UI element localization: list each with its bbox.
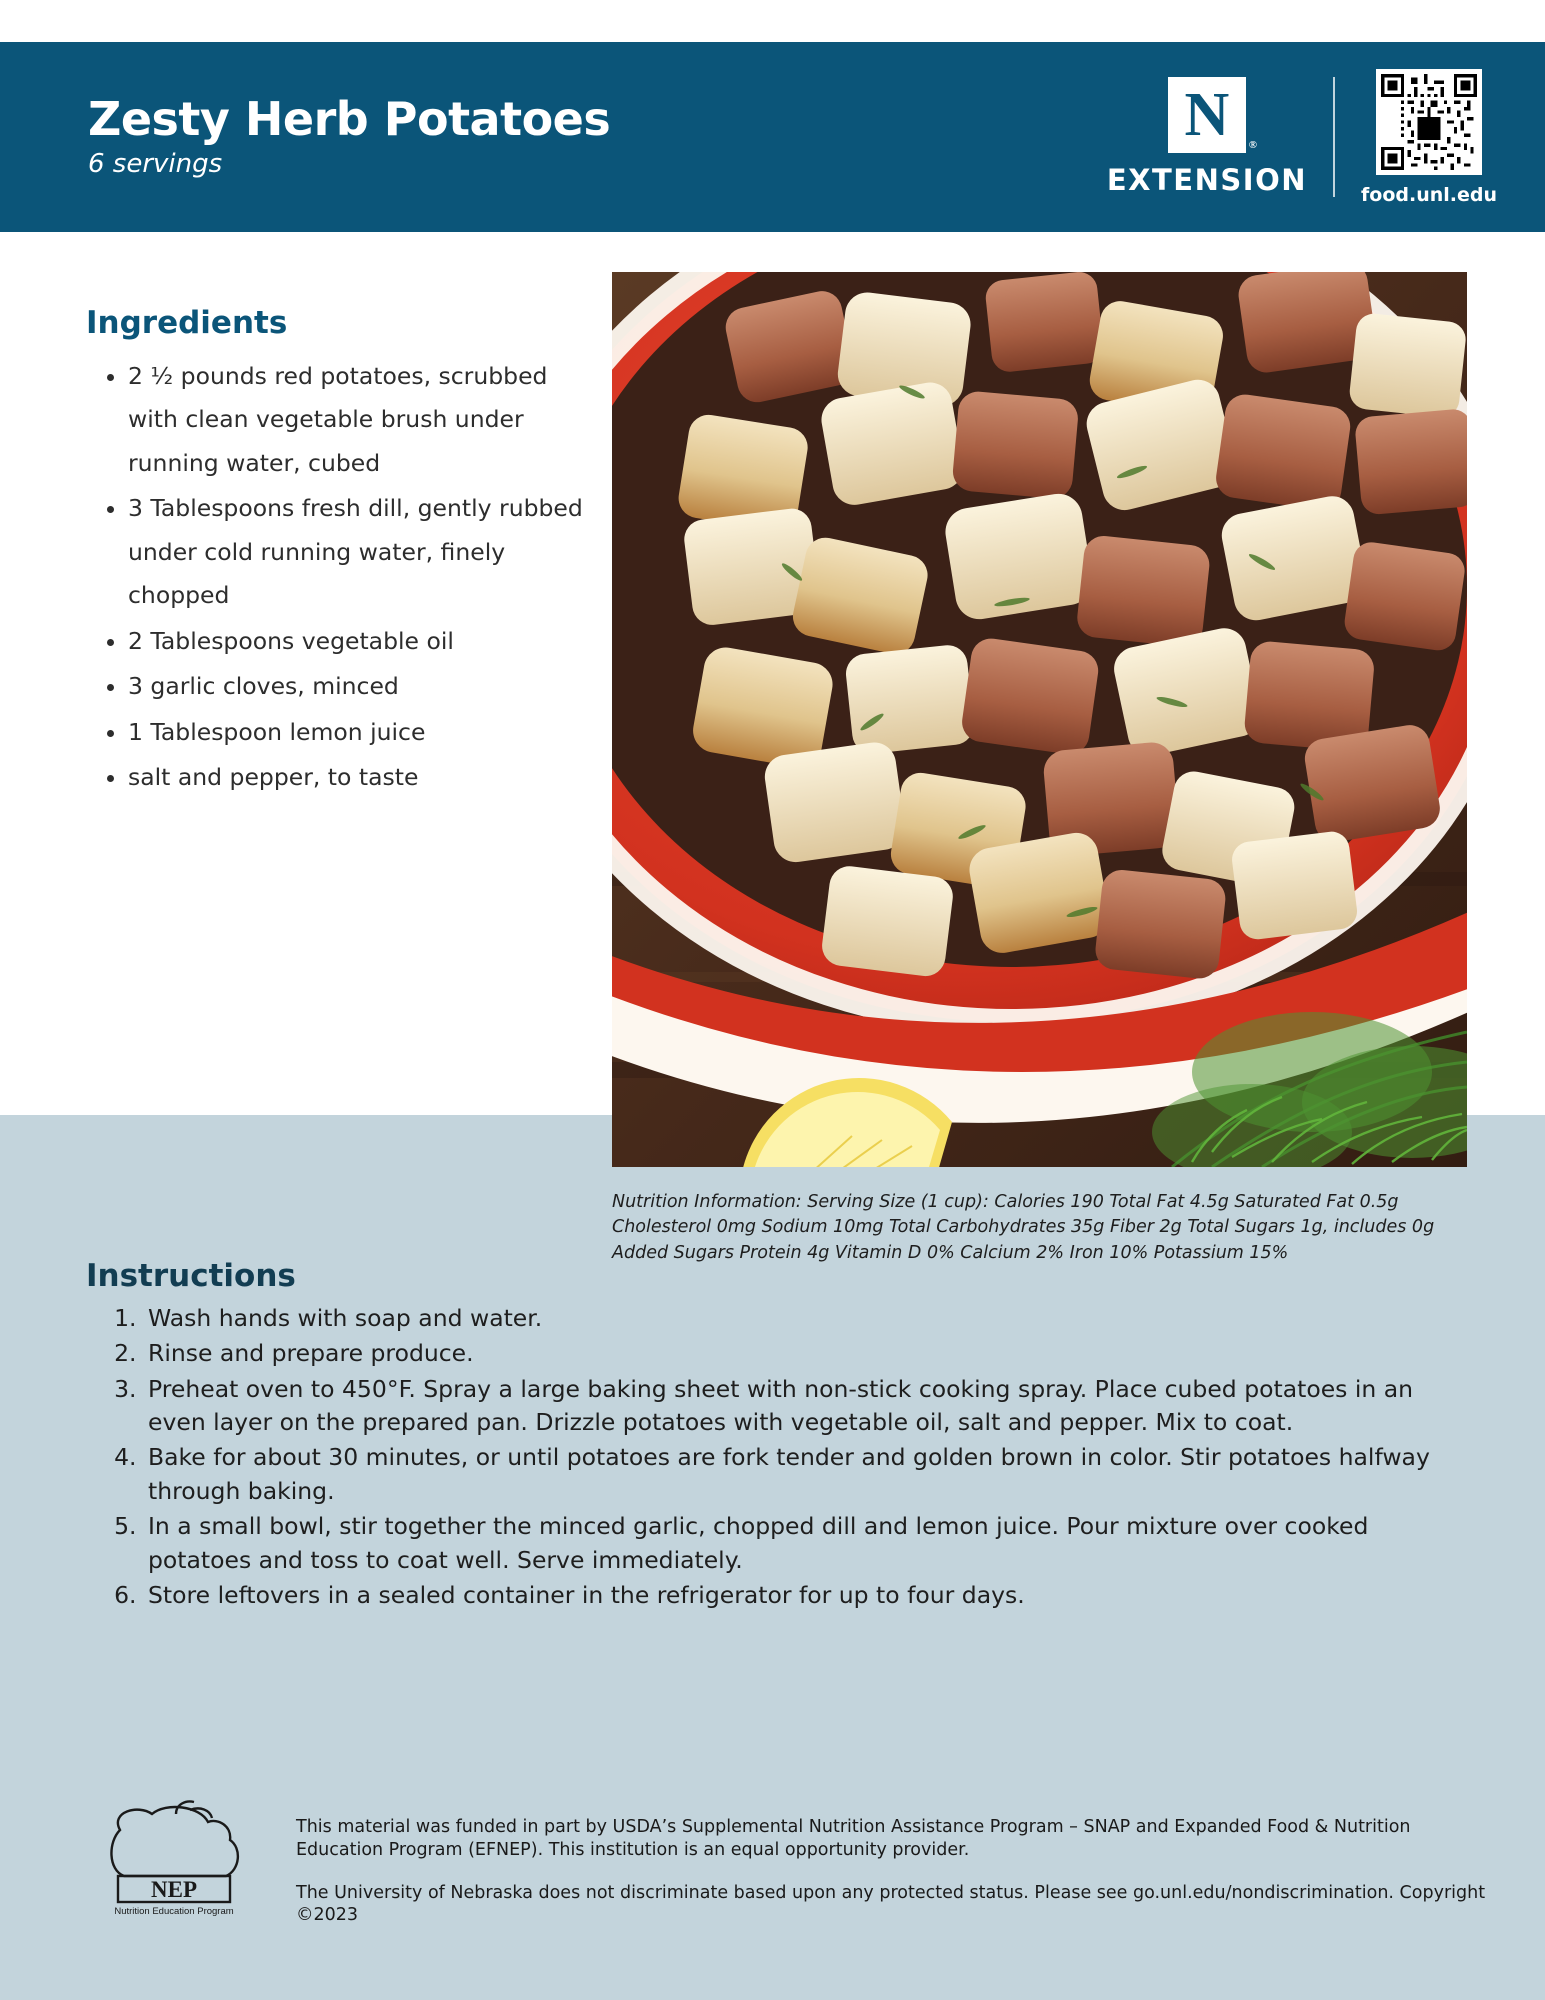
list-item: 5. In a small bowl, stir together the minced garlic, chopped dill and lemon juice. Pour mixture over cooked potatoes and toss to coat well. Serve immediately. xyxy=(144,1510,1471,1577)
list-item: • 3 Tablespoons fresh dill, gently rubbed under cold running water, finely chopped xyxy=(128,487,586,617)
list-item: • 2 Tablespoons vegetable oil xyxy=(128,620,586,663)
ingredients-heading: Ingredients xyxy=(86,305,288,341)
unl-extension-logo xyxy=(1107,77,1335,197)
nondiscrimination-statement: The University of Nebraska does not discriminate based upon any protected status. Please see go.unl.edu/nondiscrimination. Copyright ©2023 xyxy=(296,1882,1486,1926)
qr-code-icon[interactable] xyxy=(1376,69,1482,175)
title-block xyxy=(88,91,611,180)
list-item: 3. Preheat oven to 450°F. Spray a large baking sheet with non-stick cooking spray. Place cubed potatoes in an even layer on the prepared pan. Drizzle potatoes with vegetable oil, salt and pepper. Mix to coat. xyxy=(144,1373,1471,1440)
page-header xyxy=(0,42,1545,232)
instructions-section xyxy=(86,1258,1471,1614)
qr-url-label: food.unl.edu xyxy=(1361,183,1497,206)
page-title: Zesty Herb Potatoes xyxy=(88,91,611,146)
list-item: 6. Store leftovers in a sealed container in the refrigerator for up to four days. xyxy=(144,1579,1471,1612)
nep-logo xyxy=(90,1800,260,1920)
recipe-photo xyxy=(612,272,1467,1167)
ingredients-list xyxy=(86,355,586,800)
nep-tagline: Nutrition Education Program xyxy=(114,1906,234,1917)
nebraska-n-icon xyxy=(1168,77,1257,153)
nep-acronym: NEP xyxy=(151,1877,197,1902)
list-item: • 2 ½ pounds red potatoes, scrubbed with clean vegetable brush under running water, cubed xyxy=(128,355,586,485)
list-item: 2. Rinse and prepare produce. xyxy=(144,1337,1471,1370)
page-footer xyxy=(90,1800,1490,1947)
nutrition-information: Nutrition Information: Serving Size (1 cup): Calories 190 Total Fat 4.5g Saturated Fat 0.5g Cholesterol 0mg Sodium 10mg Total Carbohydrates 35g Fiber 2g Total Sugars 1g, includes 0g Added Sugars Protein 4g Vitamin D 0% Calcium 2% Iron 10% Potassium 15% xyxy=(612,1192,1435,1263)
list-item: 4. Bake for about 30 minutes, or until potatoes are fork tender and golden brown in color. Stir potatoes halfway through baking. xyxy=(144,1441,1471,1508)
instructions-list xyxy=(86,1302,1471,1612)
footer-text xyxy=(296,1800,1490,1947)
brand-block xyxy=(1107,69,1497,206)
list-item: • 3 garlic cloves, minced xyxy=(128,665,586,708)
instructions-heading: Instructions xyxy=(86,1258,296,1294)
servings-label: 6 servings xyxy=(88,149,223,180)
registered-mark: ® xyxy=(1248,139,1257,151)
list-item: • salt and pepper, to taste xyxy=(128,756,586,799)
list-item: • 1 Tablespoon lemon juice xyxy=(128,711,586,754)
funding-statement: This material was funded in part by USDA’s Supplemental Nutrition Assistance Program – SNAP and Expanded Food & Nutrition Education Program (EFNEP). This institution is an equal opportunity provider. xyxy=(296,1817,1411,1860)
n-letter: N xyxy=(1184,81,1230,149)
ingredients-section xyxy=(86,305,586,802)
extension-wordmark: EXTENSION xyxy=(1106,163,1307,197)
qr-block xyxy=(1361,69,1497,206)
list-item: 1. Wash hands with soap and water. xyxy=(144,1302,1471,1335)
